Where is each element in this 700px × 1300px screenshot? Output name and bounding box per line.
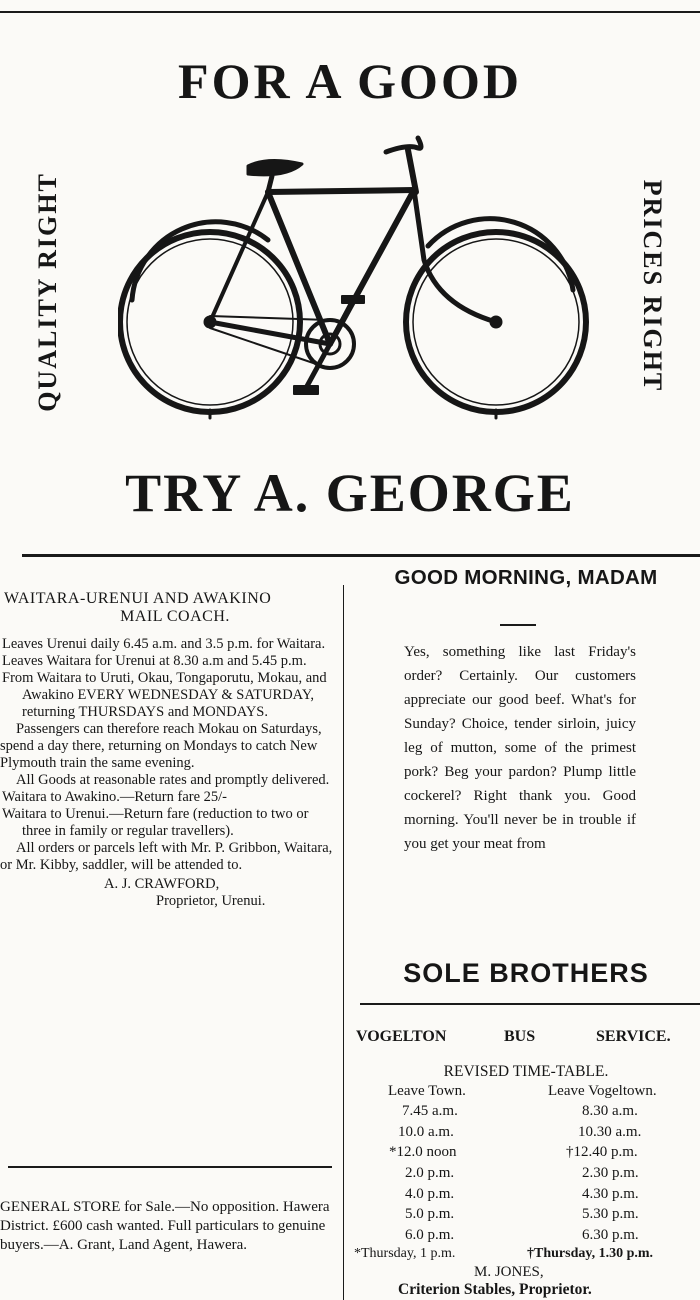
bus-title-word: BUS (504, 1028, 536, 1045)
mail-coach-title: WAITARA-URENUI AND AWAKINO (4, 590, 272, 607)
bus-proprietor-line: Criterion Stables, Proprietor. (398, 1281, 592, 1298)
bus-title-word: SERVICE. (596, 1028, 671, 1045)
timetable-footnote-left: *Thursday, 1 p.m. (354, 1246, 456, 1261)
notice-paragraph: Passengers can therefore reach Mokau on Saturdays, spend a day there, returning on Mondays to catch New Plymouth train the same evening. (0, 721, 322, 771)
timetable-cell: 4.0 p.m. (405, 1186, 455, 1202)
timetable-footnote-right: †Thursday, 1.30 p.m. (527, 1246, 654, 1261)
top-rule (0, 11, 700, 13)
right-slogan: PRICES RIGHT (638, 179, 667, 393)
timetable-cell: 10.30 a.m. (578, 1124, 642, 1140)
orders-paragraph: All orders or parcels left with Mr. P. Gribbon, Waitara, or Mr. Kibby, saddler, will be attended to. (0, 840, 333, 873)
timetable-header-vogeltown: Leave Vogeltown. (548, 1083, 657, 1099)
mail-coach-notice (0, 590, 336, 910)
madam-headline: GOOD MORNING, MADAM (394, 566, 658, 589)
bus-proprietor-name: M. JONES, (474, 1264, 544, 1280)
bus-title-word: VOGELTON (356, 1028, 447, 1045)
bus-timetable-subtitle: REVISED TIME-TABLE. (443, 1063, 609, 1080)
signature-name: A. J. CRAWFORD, (104, 876, 220, 892)
ad-bottom-rule (22, 554, 700, 557)
signature-title: Proprietor, Urenui. (156, 893, 266, 909)
bicycle-illustration (118, 130, 598, 430)
mail-coach-subtitle: MAIL COACH. (120, 608, 230, 625)
schedule-line: Leaves Waitara for Urenui at 8.30 a.m and 5.45 p.m. (2, 653, 307, 669)
general-store-ad: GENERAL STORE for Sale.—No opposition. Hawera District. £600 cash wanted. Full particulars to genuine buyers.—A. Grant, Land Agent, Hawera. (0, 1199, 330, 1253)
timetable-cell: *12.0 noon (389, 1144, 457, 1160)
left-slogan: QUALITY RIGHT (33, 172, 62, 412)
timetable-cell: 8.30 a.m. (582, 1103, 638, 1119)
timetable-cell: †12.40 p.m. (566, 1144, 638, 1160)
store-top-rule (8, 1166, 332, 1168)
fare-line: Waitara to Urenui.—Return fare (reduction to two or three in family or regular travellers). (2, 806, 309, 839)
ad-call-to-action: TRY A. GEORGE (125, 463, 575, 523)
short-rule-madam (500, 624, 536, 626)
timetable-cell: 6.30 p.m. (582, 1227, 639, 1243)
timetable-cell: 7.45 a.m. (402, 1103, 458, 1119)
schedule-line: From Waitara to Uruti, Okau, Tongaporutu, Mokau, and Awakino EVERY WEDNESDAY & SATURDAY, returning THURSDAYS and MONDAYS. (2, 670, 327, 720)
timetable-cell: 10.0 a.m. (398, 1124, 454, 1140)
timetable-cell: 2.0 p.m. (405, 1165, 455, 1181)
notice-paragraph: All Goods at reasonable rates and promptly delivered. (16, 772, 330, 788)
bus-top-rule (360, 1003, 700, 1005)
ad-headline: FOR A GOOD (178, 53, 522, 109)
mail-coach-heading (4, 590, 336, 626)
timetable-header-town: Leave Town. (388, 1083, 466, 1099)
timetable-cell: 4.30 p.m. (582, 1186, 639, 1202)
timetable-cell: 5.0 p.m. (405, 1206, 455, 1222)
schedule-line: Leaves Urenui daily 6.45 a.m. and 3.5 p.m. for Waitara. (2, 636, 326, 652)
madam-body-text: Yes, something like last Friday's order? Certainly. Our customers appreciate our good beef. What's for Sunday? Choice, tender sirloin, juicy leg of mutton, some of the primest pork? Beg your pardon? Plump little cockerel? Right thank you. Good morning. You'll never be in trouble if you get your meat from (404, 644, 636, 852)
timetable-cell: 5.30 p.m. (582, 1206, 639, 1222)
column-divider (343, 585, 344, 1300)
timetable-cell: 2.30 p.m. (582, 1165, 639, 1181)
fare-line: Waitara to Awakino.—Return fare 25/- (2, 789, 227, 805)
sole-brothers-brand: SOLE BROTHERS (403, 958, 649, 988)
timetable-cell: 6.0 p.m. (405, 1227, 455, 1243)
